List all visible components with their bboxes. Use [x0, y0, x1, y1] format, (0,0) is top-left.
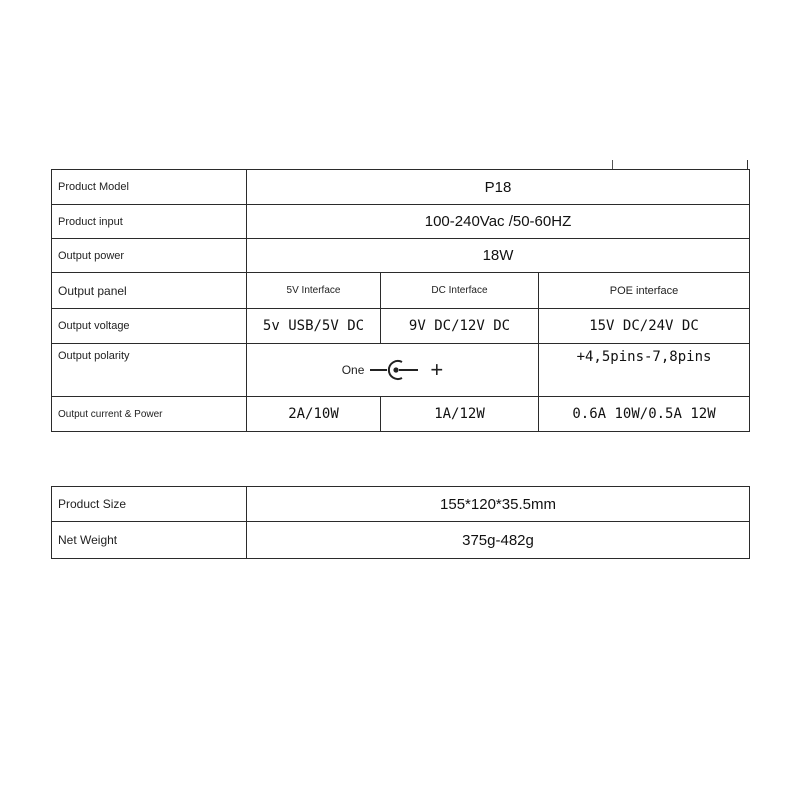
dc-center-positive-symbol-icon: [370, 358, 418, 382]
output-power-value: 18W: [247, 239, 750, 273]
output-voltage-poe-value: 15V DC/24V DC: [539, 309, 750, 344]
interface-poe-header: POE interface: [539, 273, 750, 309]
table-row: [52, 239, 750, 273]
polarity-one-label: One: [341, 363, 365, 377]
current-power-5v-value: 2A/10W: [247, 397, 381, 432]
output-panel-label: Output panel: [52, 273, 247, 309]
table-row: [52, 205, 750, 239]
output-current-power-label: Output current & Power: [52, 397, 247, 432]
product-model-value: P18: [247, 170, 750, 205]
polarity-diagram: [247, 358, 538, 382]
size-weight-table: [51, 486, 750, 559]
polarity-plus-sign: +: [430, 357, 444, 382]
output-voltage-5v-value: 5v USB/5V DC: [247, 309, 381, 344]
interface-dc-header: DC Interface: [381, 273, 539, 309]
table-row: [52, 344, 750, 397]
interface-5v-header: 5V Interface: [247, 273, 381, 309]
output-polarity-label: Output polarity: [52, 344, 247, 397]
table-row: [52, 273, 750, 309]
current-power-dc-value: 1A/12W: [381, 397, 539, 432]
current-power-poe-value: 0.6A 10W/0.5A 12W: [539, 397, 750, 432]
poe-pins-value: +4,5pins-7,8pins: [539, 344, 750, 397]
product-input-value: 100-240Vac /50-60HZ: [247, 205, 750, 239]
border-tick-mark: [612, 160, 613, 169]
product-input-label: Product input: [52, 205, 247, 239]
specification-table: [51, 169, 750, 432]
table-row: [52, 170, 750, 205]
output-voltage-dc-value: 9V DC/12V DC: [381, 309, 539, 344]
net-weight-value: 375g-482g: [247, 522, 750, 559]
table-row: [52, 397, 750, 432]
polarity-diagram-cell: [247, 344, 539, 397]
table-row: [52, 522, 750, 559]
net-weight-label: Net Weight: [52, 522, 247, 559]
output-voltage-label: Output voltage: [52, 309, 247, 344]
output-power-label: Output power: [52, 239, 247, 273]
table-row: [52, 309, 750, 344]
product-size-value: 155*120*35.5mm: [247, 487, 750, 522]
product-model-label: Product Model: [52, 170, 247, 205]
product-size-label: Product Size: [52, 487, 247, 522]
table-row: [52, 487, 750, 522]
